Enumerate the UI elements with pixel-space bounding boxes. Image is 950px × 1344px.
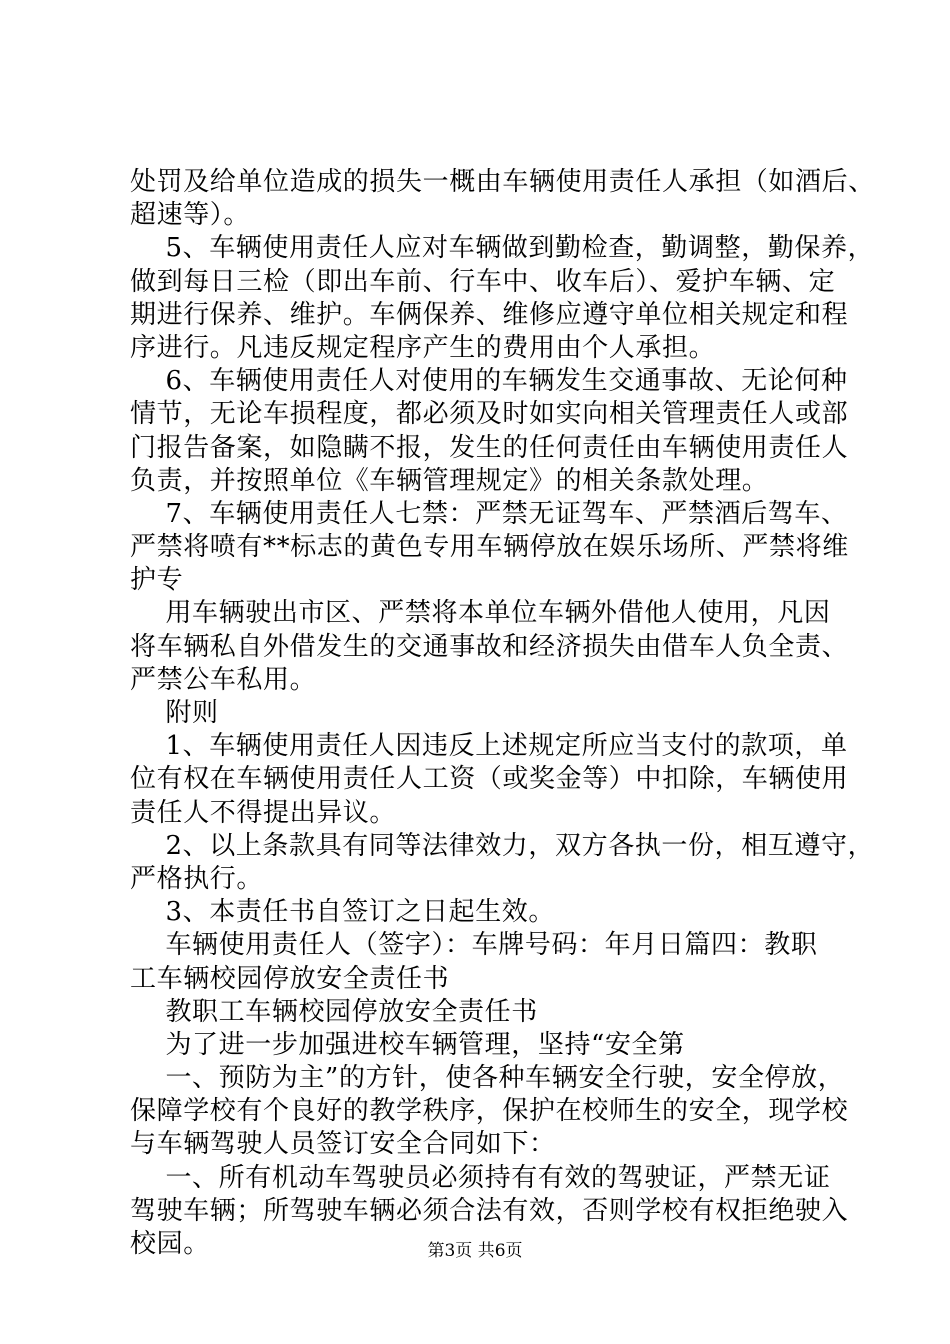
text-line: 一、所有机动车驾驶员必须持有有效的驾驶证，严禁无证 bbox=[130, 1162, 831, 1193]
text-line: 车辆使用责任人（签字）：车牌号码：年月日篇四：教职 bbox=[130, 930, 818, 961]
text-line: 工车辆校园停放安全责任书 bbox=[130, 963, 450, 994]
text-line: 与车辆驾驶人员签订安全合同如下： bbox=[130, 1129, 556, 1160]
text-line: 驾驶车辆；所驾驶车辆必须合法有效，否则学校有权拒绝驶入 bbox=[130, 1195, 849, 1226]
text-line: 为了进一步加强进校车辆管理，坚持“安全第 bbox=[130, 1029, 685, 1060]
text-line: 将车辆私自外借发生的交通事故和经济损失由借车人负全责、 bbox=[130, 631, 849, 662]
text-line: 用车辆驶出市区、严禁将本单位车辆外借他人使用，凡因 bbox=[130, 598, 831, 629]
text-line: 教职工车辆校园停放安全责任书 bbox=[130, 996, 538, 1027]
text-line: 3、本责任书自签订之日起生效。 bbox=[130, 897, 556, 928]
text-line: 序进行。凡违反规定程序产生的费用由个人承担。 bbox=[130, 332, 716, 363]
text-line: 做到每日三检（即出车前、行车中、收车后）、爱护车辆、定 bbox=[130, 266, 836, 297]
text-line: 位有权在车辆使用责任人工资（或奖金等）中扣除，车辆使用 bbox=[130, 764, 849, 795]
text-line: 严禁公车私用。 bbox=[130, 664, 317, 695]
text-line: 6、车辆使用责任人对使用的车辆发生交通事故、无论何种 bbox=[130, 366, 848, 397]
text-line: 5、车辆使用责任人应对车辆做到勤检查，勤调整，勤保养， bbox=[130, 233, 875, 264]
text-line: 负责，并按照单位《车辆管理规定》的相关条款处理。 bbox=[130, 465, 769, 496]
text-line: 校园。 bbox=[130, 1229, 210, 1259]
text-line: 超速等）。 bbox=[130, 200, 251, 231]
text-line: 责任人不得提出异议。 bbox=[130, 797, 397, 828]
text-line: 1、车辆使用责任人因违反上述规定所应当支付的款项，单 bbox=[130, 731, 848, 762]
page-number-footer: 第3页 共6页 bbox=[427, 1241, 523, 1261]
text-line: 情节，无论车损程度，都必须及时如实向相关管理责任人或部 bbox=[130, 399, 849, 430]
text-line: 护专 bbox=[130, 565, 184, 596]
text-line: 严禁将喷有**标志的黄色专用车辆停放在娱乐场所、严禁将维 bbox=[130, 532, 849, 563]
text-line: 2、以上条款具有同等法律效力，双方各执一份，相互遵守， bbox=[130, 830, 875, 861]
text-line: 7、车辆使用责任人七禁：严禁无证驾车、严禁酒后驾车、 bbox=[130, 498, 848, 529]
text-line: 期进行保养、维护。车俩保养、维修应遵守单位相关规定和程 bbox=[130, 299, 849, 330]
text-line: 门报告备案，如隐瞒不报，发生的任何责任由车辆使用责任人 bbox=[130, 432, 849, 463]
text-line: 处罚及给单位造成的损失一概由车辆使用责任人承担（如酒后、 bbox=[130, 167, 875, 197]
document-body bbox=[130, 166, 875, 1261]
text-line: 一、预防为主”的方针，使各种车辆安全行驶，安全停放， bbox=[130, 1063, 845, 1094]
text-line: 附则 bbox=[130, 698, 219, 728]
text-line: 严格执行。 bbox=[130, 863, 264, 894]
text-line: 保障学校有个良好的教学秩序，保护在校师生的安全，现学校 bbox=[130, 1096, 849, 1127]
